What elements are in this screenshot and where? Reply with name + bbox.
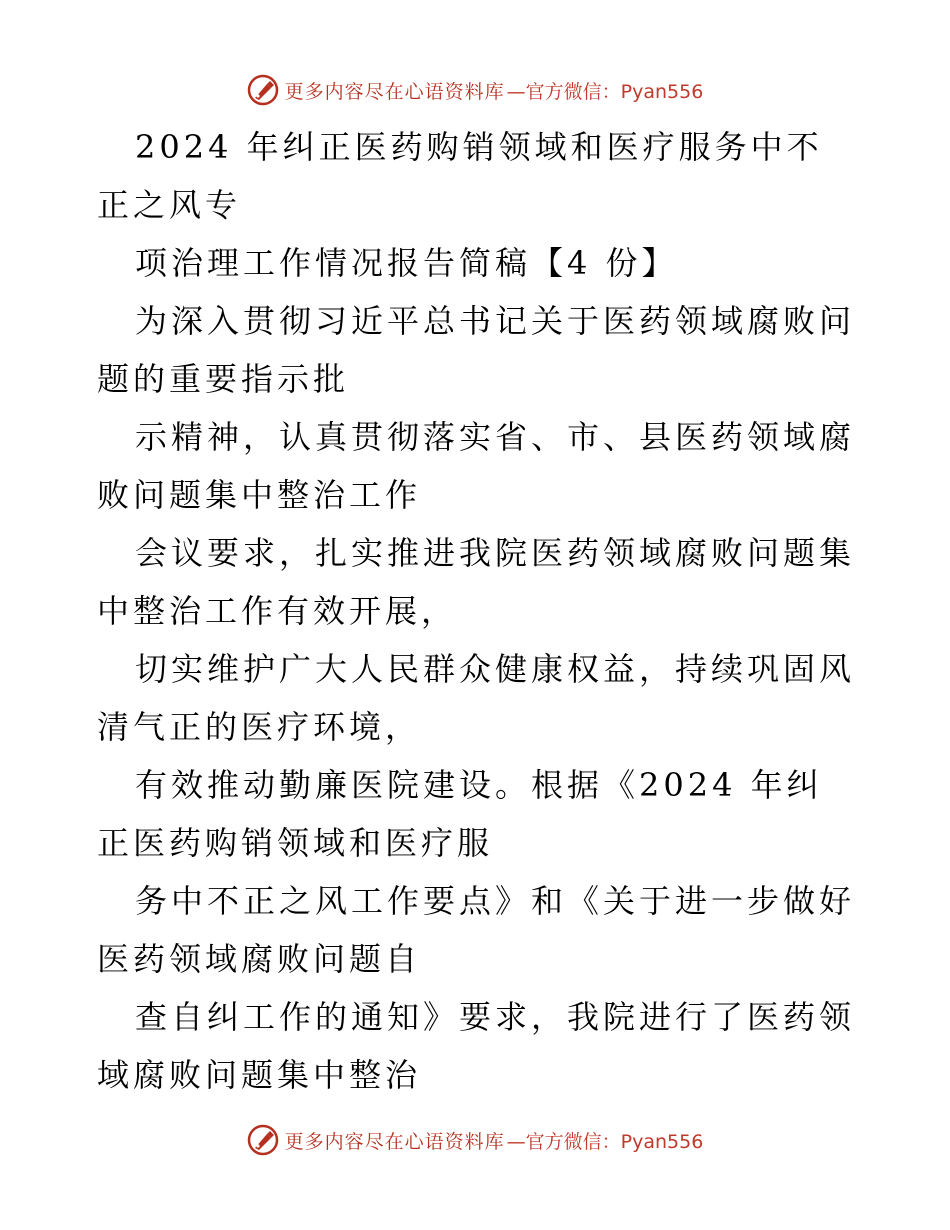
pen-nib-logo-icon [247, 74, 279, 106]
pen-nib-logo-icon [247, 1124, 279, 1156]
watermark-contact: —官方微信：Pyan556 [506, 1130, 704, 1153]
paragraph: 查自纠工作的通知》要求，我院进行了医药领域腐败问题集中整治 [97, 998, 856, 1094]
watermark-contact: —官方微信：Pyan556 [506, 80, 704, 103]
footer-watermark [0, 1120, 950, 1160]
paragraph: 为深入贯彻习近平总书记关于医药领域腐败问题的重要指示批 [97, 302, 856, 398]
paragraph-title-part-2: 项治理工作情况报告简稿【4 份】 [135, 244, 678, 282]
paragraph: 有效推动勤廉医院建设。根据《2024 年纠正医药购销领域和医疗服 [97, 766, 823, 862]
watermark-brand: 更多内容尽在心语资料库 [284, 1130, 505, 1153]
paragraph: 切实维护广大人民群众健康权益，持续巩固风清气正的医疗环境， [97, 650, 856, 746]
paragraph: 务中不正之风工作要点》和《关于进一步做好医药领域腐败问题自 [97, 882, 856, 978]
paragraph: 会议要求，扎实推进我院医药领域腐败问题集中整治工作有效开展， [97, 534, 856, 630]
paragraph: 示精神，认真贯彻落实省、市、县医药领域腐败问题集中整治工作 [97, 418, 856, 514]
watermark-brand: 更多内容尽在心语资料库 [284, 80, 505, 103]
document-body [97, 118, 857, 1104]
header-watermark [0, 70, 950, 110]
paragraph-title-part-1: 2024 年纠正医药购销领域和医疗服务中不正之风专 [97, 128, 823, 224]
